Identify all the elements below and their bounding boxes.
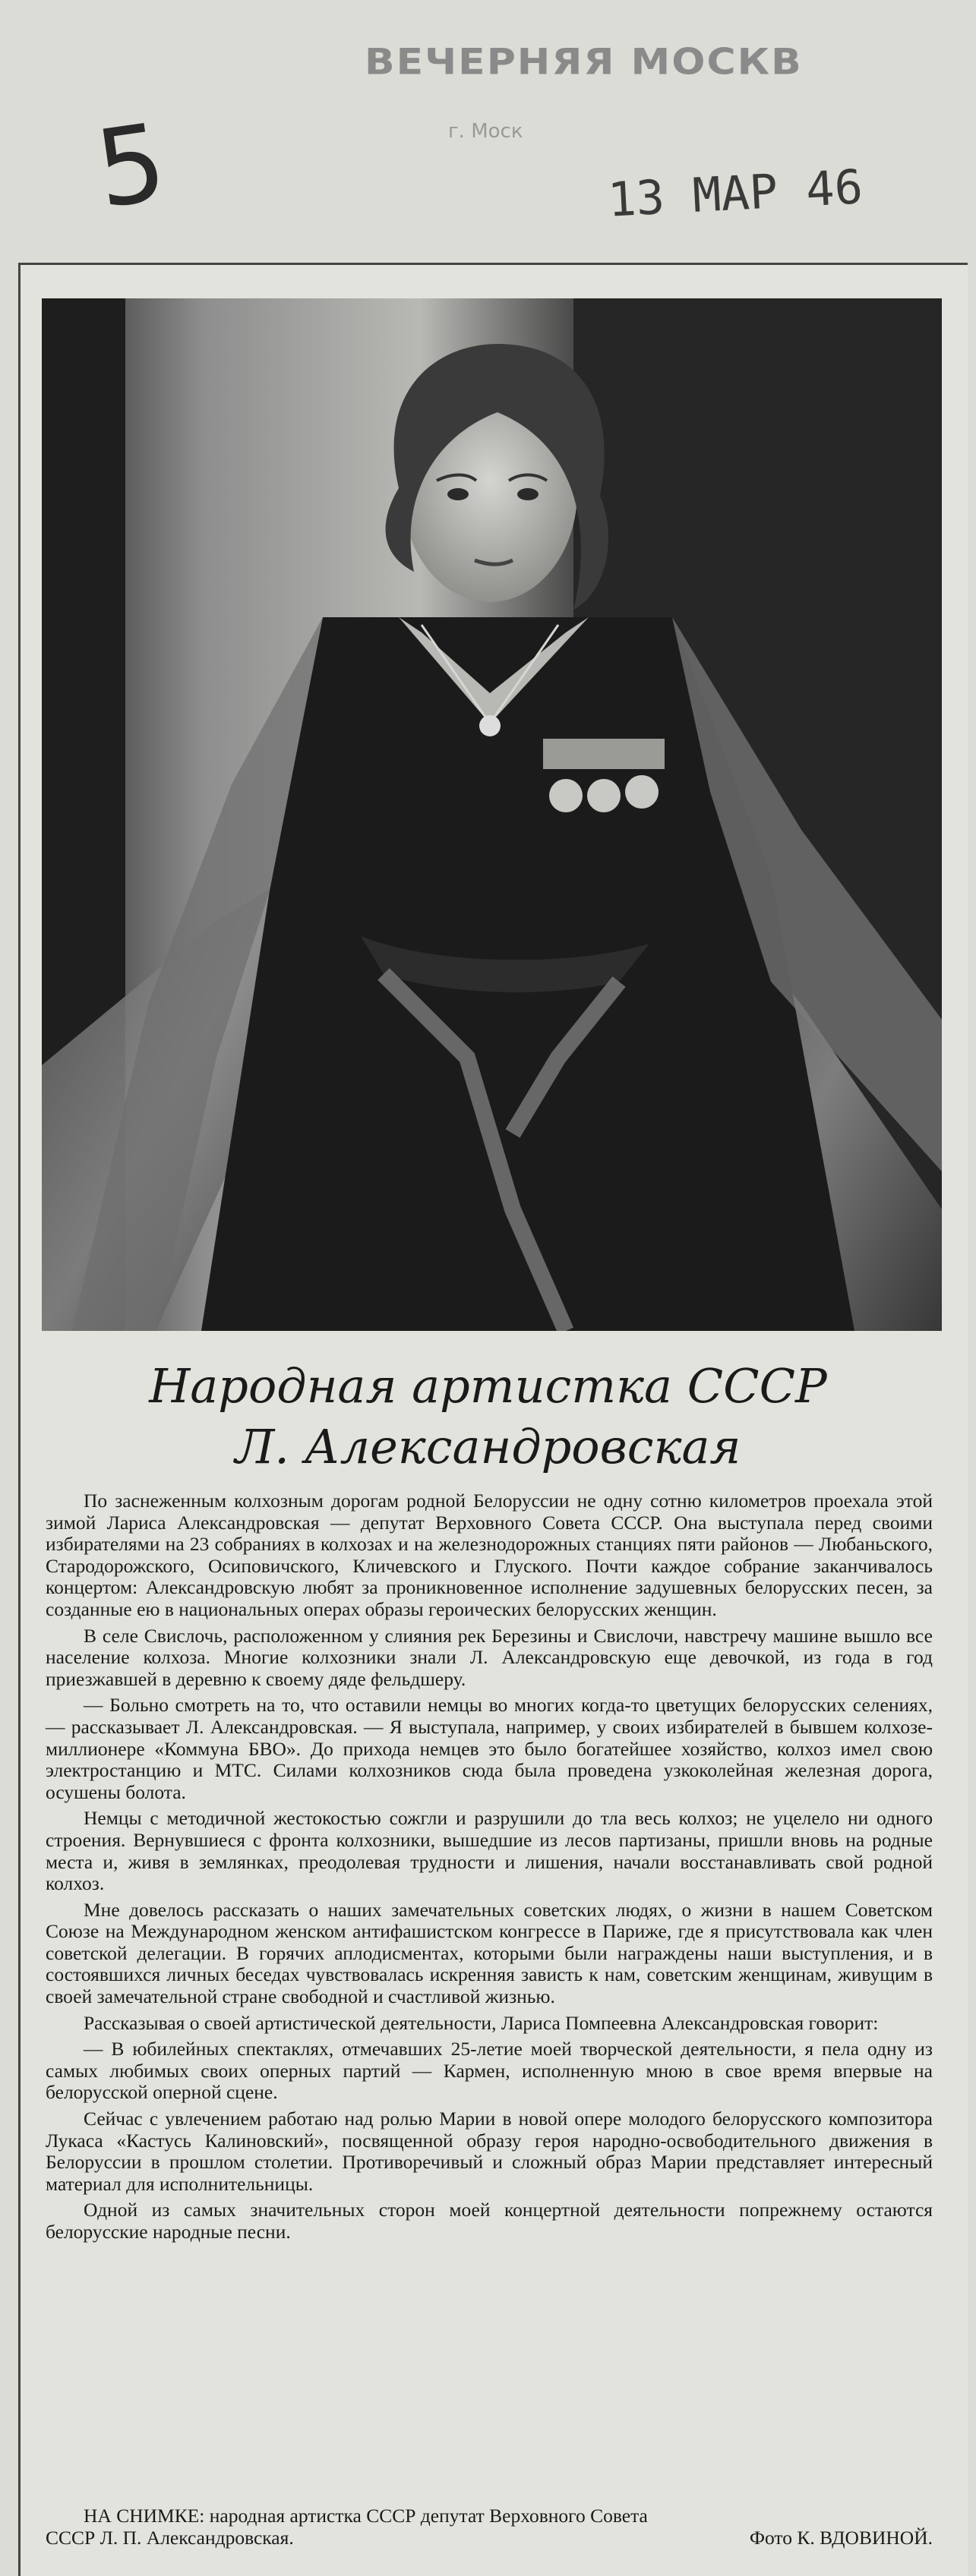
paragraph: В селе Свислочь, расположенном у слияния рек Березины и Свислочи, навстречу машине вышло все население колхоза. Многие колхозники знали Л. Александровскую еще девочкой, из года в год приезжавшей в деревню к своему дяде фельдшеру.: [46, 1624, 933, 1690]
paragraph: Рассказывая о своей артистической деятельности, Лариса Помпеевна Александровская говорит:: [84, 2011, 879, 2034]
paragraph: Одной из самых значительных сторон моей концертной деятельности попрежнему остаются белорусские народные песни.: [46, 2199, 933, 2243]
paragraph: Немцы с методичной жестокостью сожгли и разрушили до тла весь колхоз; не уцелело ни одного строения. Вернувшиеся с фронта колхозники, вышедшие из лесов партизаны, пришли вновь на родные места и, живя в землянках, преодолевая трудности и лишения, начали восстанавливать свой родной колхоз.: [46, 1807, 933, 1895]
paragraph: — Больно смотреть на то, что оставили немцы во многих когда-то цветущих белорусских селениях, — рассказывает Л. Александровская. — Я выступала, например, у своих избирателей в бывшем колхозе-миллионере «Коммуна БВО». До прихода немцев это было богатейшее хозяйство, колхоз имел свою электростанцию и МТС. Силами колхозников сюда была проведена узкоколейная железная дорога, осушены болота.: [46, 1694, 933, 1803]
masthead-subtitle: г. Моск: [448, 120, 523, 143]
paragraph: Сейчас с увлечением работаю над ролью Марии в новой опере молодого белорусского композитора Лукаса «Кастусь Калиновский», посвященной образу героя народно-освободительного движения в Белоруссии в прошлом столетии. Противоречивый и сложный образ Марии представляет интересный материал для исполнительницы.: [46, 2108, 933, 2195]
masthead: ВЕЧЕРНЯЯ МОСКВ: [365, 42, 803, 83]
paragraph: Мне довелось рассказать о наших замечательных советских людях, о жизни в нашем Советском Союзе на Международном женском антифашистском конгрессе в Париже, где я присутствовала как член советской делегации. В горячих аплодисментах, которыми были награждены наши выступления, и в состоявшихся личных беседах чувствовалась искренняя зависть к нам, советским женщинам, живущим в своей замечательной стране свободной и счастливой жизнью.: [46, 1898, 933, 2008]
photo-credit: Фото К. ВДОВИНОЙ.: [749, 2526, 933, 2549]
article-body: [46, 1490, 933, 2248]
paragraph: По заснеженным колхозным дорогам родной Белоруссии не одну сотню километров проехала этой зимой Лариса Александровская — депутат Верховного Совета СССР. Она выступала перед своими избирателями на 23 собраниях в колхозах и на железнодорожных станциях пяти районов — Любаньского, Стародорожского, Осиповичского, Кличевского и Глуского. Почти каждое собрание заканчивалось концертом: Александровскую любят за проникновенное исполнение задушевных белорусских песен, за созданные ею в национальных операх образы героических белорусских женщин.: [46, 1490, 933, 1620]
headline-line-1: Народная артистка СССР: [149, 1358, 827, 1414]
caption-text: НА СНИМКЕ: народная артистка СССР депутат Верховного Совета: [84, 2505, 648, 2527]
paragraph: — В юбилейных спектаклях, отмечавших 25-летие моей творческой деятельности, я пела одну из самых любимых своих оперных партий — Кармен, исполненную мною в свое время впервые на белорусской оперной сцене.: [46, 2038, 933, 2104]
caption-text-line-2: СССР Л. П. Александровская.: [46, 2526, 294, 2549]
headline-line-2: Л. Александровская: [235, 1419, 741, 1474]
archive-number: 5: [89, 100, 173, 233]
photo-caption: [46, 2505, 933, 2549]
portrait-photo: [42, 298, 942, 1331]
date-stamp: 13 МАР 46: [606, 159, 864, 228]
